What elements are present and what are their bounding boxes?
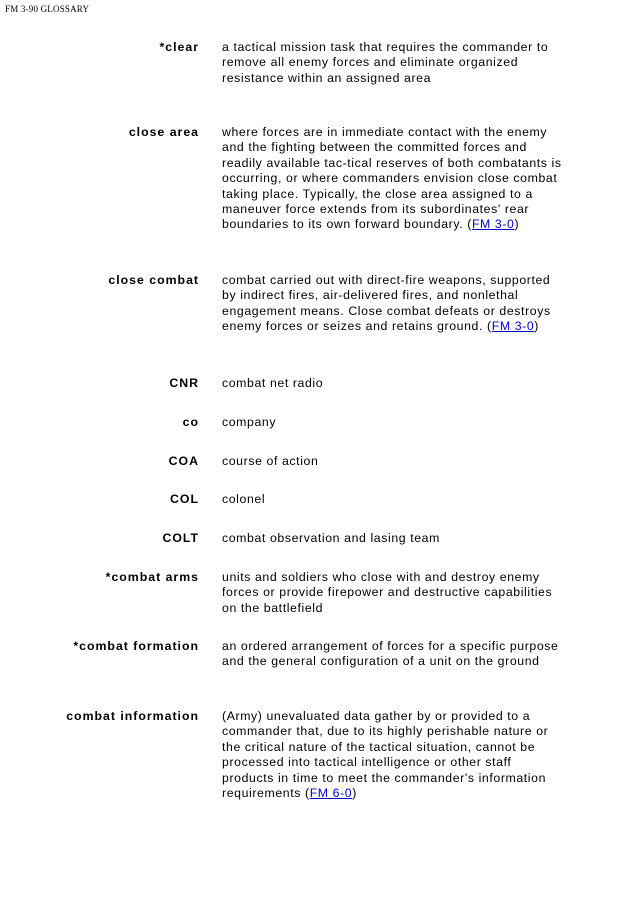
glossary-term: combat information <box>66 709 199 723</box>
glossary-definition <box>222 273 567 335</box>
glossary-term: CNR <box>169 376 199 390</box>
glossary-term: COA <box>168 454 199 468</box>
definition-text: combat net radio <box>222 376 324 390</box>
definition-text: combat carried out with direct-fire weapons, supported by indirect fires, air-delivered fires, and nonlethal engagement means. Close combat defeats or destroys enemy forces or seizes and retains ground. ( <box>222 273 551 334</box>
glossary-definition <box>222 415 567 430</box>
reference-link[interactable]: FM 3-0 <box>491 319 535 334</box>
definition-text: combat observation and lasing team <box>222 531 440 545</box>
definition-text: company <box>222 415 277 429</box>
glossary-definition <box>222 376 567 391</box>
glossary-term: close combat <box>108 273 199 287</box>
definition-text: where forces are in immediate contact with the enemy and the fighting between the committed forces and readily available tac-tical reserves of both combatants is occurring, or where commanders envision close combat taking place. Typically, the close area assigned to a maneuver force extends from its subordinates' rear boundaries to its own forward boundary. ( <box>222 125 562 232</box>
definition-text: (Army) unevaluated data gather by or provided to a commander that, due to its highly perishable nature or the critical nature of the tactical situation, cannot be processed into tactical intelligence or other staff products in time to meet the commander's information requirements ( <box>222 709 549 801</box>
glossary-term: COLT <box>162 531 199 545</box>
glossary-term: *combat arms <box>105 570 199 584</box>
definition-suffix: ) <box>514 217 520 232</box>
glossary-definition <box>222 639 567 670</box>
glossary-definition <box>222 570 567 616</box>
definition-suffix: ) <box>352 786 357 801</box>
glossary-term: close area <box>128 125 199 139</box>
reference-link[interactable]: FM 3-0 <box>471 217 515 232</box>
definition-suffix: ) <box>534 319 539 334</box>
page-header: FM 3-90 GLOSSARY <box>5 4 90 14</box>
glossary-term: co <box>182 415 199 429</box>
definition-text: an ordered arrangement of forces for a specific purpose and the general configuration of a unit on the ground <box>222 639 559 669</box>
definition-text: course of action <box>222 454 319 468</box>
definition-text: units and soldiers who close with and destroy enemy forces or provide firepower and destructive capabilities on the battlefield <box>222 570 553 615</box>
definition-text: a tactical mission task that requires the commander to remove all enemy forces and eliminate organized resistance within an assigned area <box>222 40 549 85</box>
glossary-definition <box>222 492 567 507</box>
glossary-term: *combat formation <box>73 639 199 653</box>
glossary-term: *clear <box>159 40 199 54</box>
definition-text: colonel <box>222 492 266 506</box>
glossary-definition <box>222 531 567 546</box>
glossary-term: COL <box>170 492 199 506</box>
glossary-definition <box>222 125 567 233</box>
glossary-definition <box>222 454 567 469</box>
reference-link[interactable]: FM 6-0 <box>309 786 353 801</box>
glossary-definition <box>222 709 567 801</box>
glossary-definition <box>222 40 567 86</box>
